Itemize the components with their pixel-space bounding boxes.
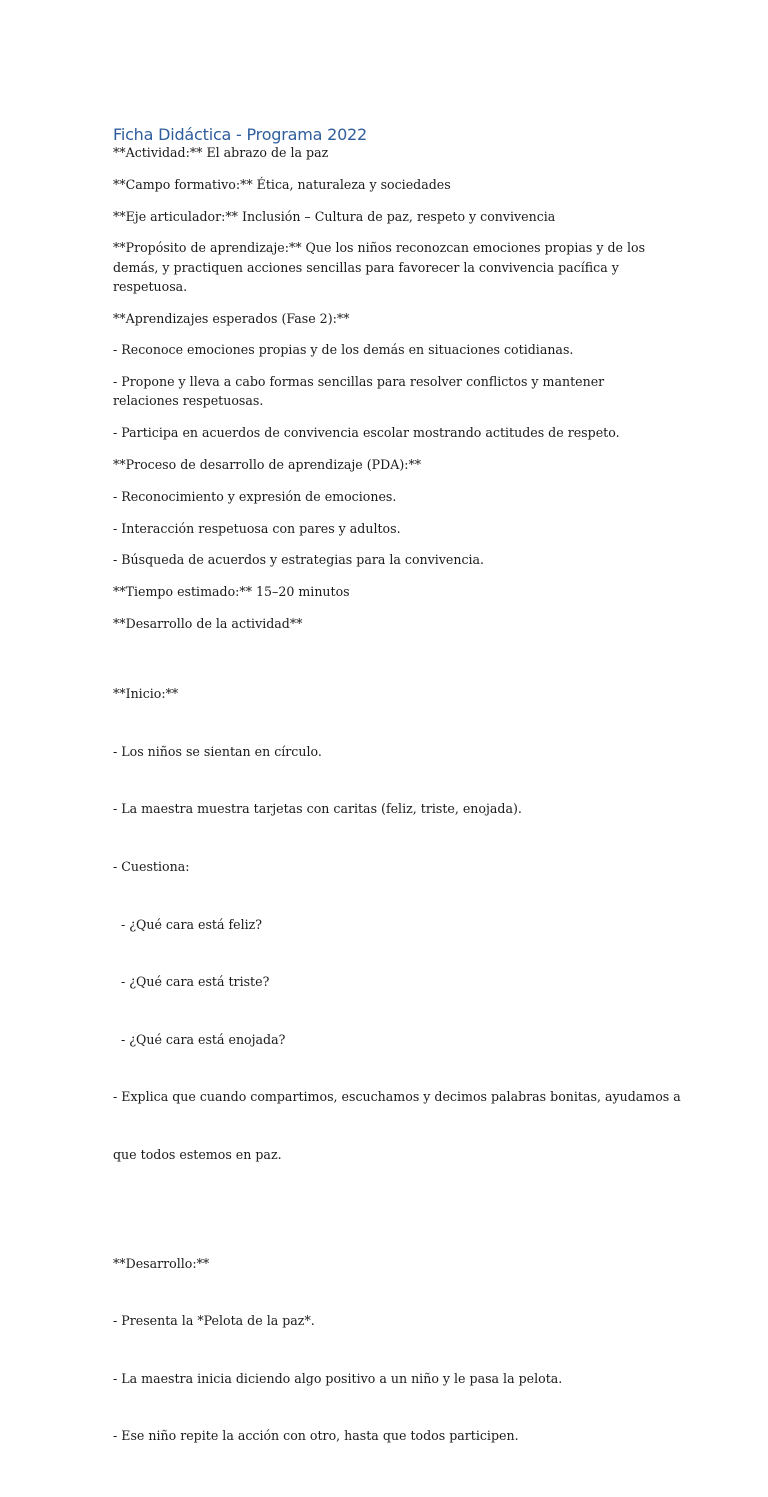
paragraph-pda-heading: **Proceso de desarrollo de aprendizaje (PDA):**	[113, 456, 422, 472]
paragraph-eje-articulador: **Eje articulador:** Inclusión – Cultura de paz, respeto y convivencia	[113, 208, 556, 224]
desarrollo-line: - La maestra inicia diciendo algo positivo a un niño y le pasa la pelota.	[113, 1370, 563, 1386]
paragraph-aprendizaje-2: - Propone y lleva a cabo formas sencillas para resolver conflictos y mantener relaciones respetuosas.	[113, 374, 609, 409]
inicio-block	[113, 646, 681, 1203]
inicio-line: que todos estemos en paz.	[113, 1147, 282, 1163]
inicio-line: - La maestra muestra tarjetas con caritas (feliz, triste, enojada).	[113, 801, 522, 817]
paragraph-campo-formativo: **Campo formativo:** Ética, naturaleza y sociedades	[113, 176, 451, 192]
document-page	[113, 124, 681, 1497]
paragraph-desarrollo-heading: **Desarrollo de la actividad**	[113, 615, 303, 631]
desarrollo-line: **Desarrollo:**	[113, 1255, 210, 1271]
desarrollo-line: - Presenta la *Pelota de la paz*.	[113, 1313, 315, 1329]
inicio-line: - Los niños se sientan en círculo.	[113, 743, 322, 759]
inicio-line: - Explica que cuando compartimos, escuchamos y decimos palabras bonitas, ayudamos a	[113, 1089, 681, 1105]
inicio-line: - ¿Qué cara está feliz?	[113, 916, 263, 932]
desarrollo-block	[113, 1215, 658, 1484]
document-title: Ficha Didáctica - Programa 2022	[113, 125, 368, 144]
paragraph-aprendizajes-heading: **Aprendizajes esperados (Fase 2):**	[113, 310, 350, 326]
inicio-line: **Inicio:**	[113, 686, 179, 702]
paragraph-tiempo: **Tiempo estimado:** 15–20 minutos	[113, 584, 350, 600]
inicio-line: - Cuestiona:	[113, 859, 190, 874]
paragraph-pda-1: - Reconocimiento y expresión de emociones.	[113, 488, 397, 504]
inicio-line: - ¿Qué cara está enojada?	[113, 1031, 286, 1047]
inicio-line: - ¿Qué cara está triste?	[113, 974, 270, 990]
paragraph-actividad: **Actividad:** El abrazo de la paz	[113, 145, 329, 160]
paragraph-aprendizaje-3: - Participa en acuerdos de convivencia escolar mostrando actitudes de respeto.	[113, 425, 620, 441]
paragraph-pda-3: - Búsqueda de acuerdos y estrategias para la convivencia.	[113, 552, 485, 568]
paragraph-aprendizaje-1: - Reconoce emociones propias y de los demás en situaciones cotidianas.	[113, 342, 574, 358]
paragraph-pda-2: - Interacción respetuosa con pares y adultos.	[113, 520, 401, 536]
paragraph-proposito: **Propósito de aprendizaje:** Que los niños reconozcan emociones propias y de los demás, y practiquen acciones sencillas para favorecer la convivencia pacífica y respetuosa.	[113, 240, 650, 294]
desarrollo-line: - Ese niño repite la acción con otro, hasta que todos participen.	[113, 1428, 519, 1444]
